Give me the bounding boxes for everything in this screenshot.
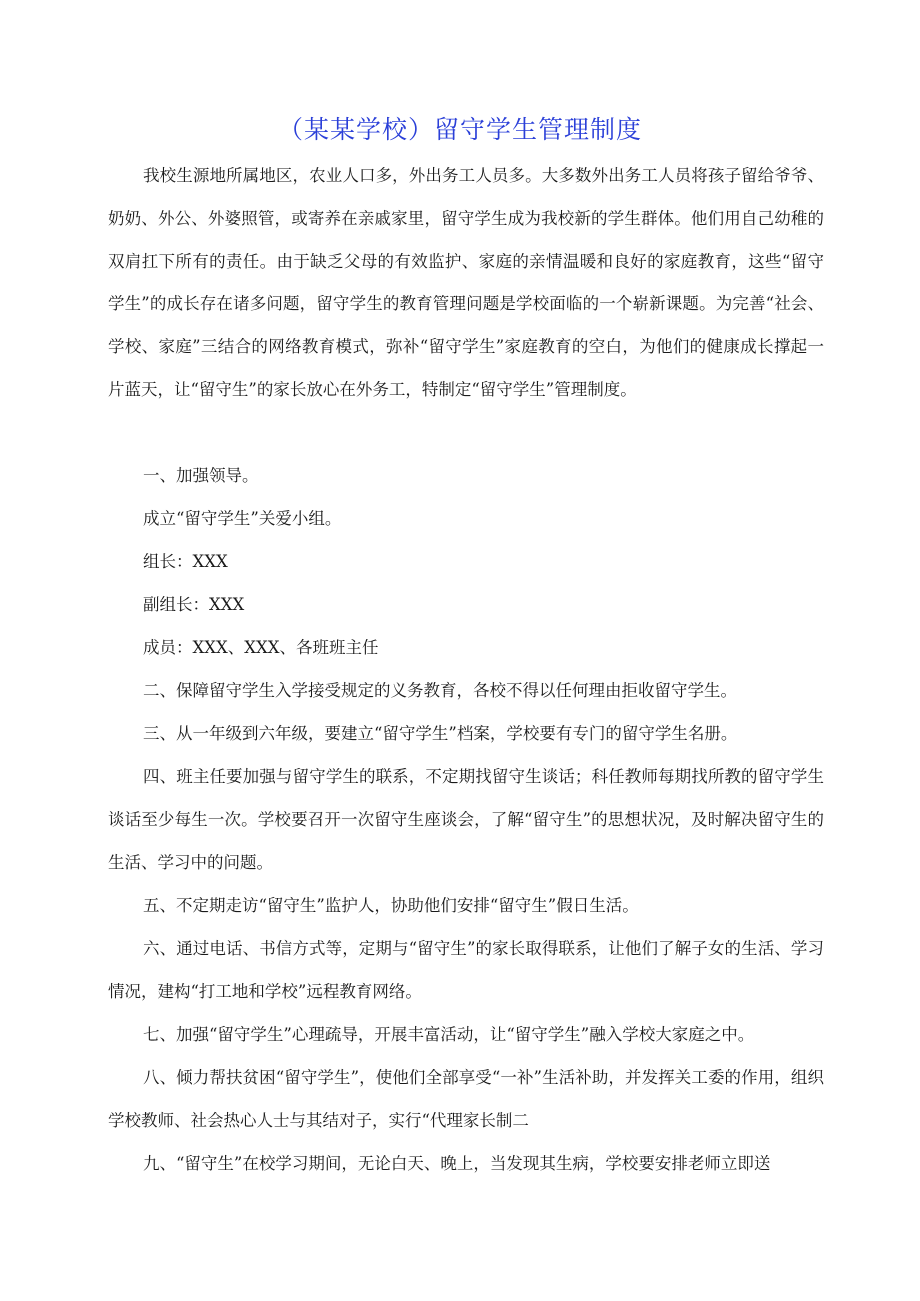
document-title: （某某学校）留守学生管理制度 bbox=[277, 115, 642, 144]
item-3-paragraph: 三、从一年级到六年级，要建立“留守学生”档案，学校要有专门的留守学生名册。 bbox=[143, 724, 738, 743]
item-1-heading: 一、加强领导。 bbox=[143, 466, 259, 485]
item-6-paragraph: 六、通过电话、书信方式等，定期与“留守生”的家长取得联系，让他们了解子女的生活、学习情况，建构“打工地和学校”远程教育网络。 bbox=[108, 939, 824, 1001]
deputy-leader-line: 副组长：XXX bbox=[143, 595, 245, 614]
item-8-paragraph: 八、倾力帮扶贫困“留守学生”，使他们全部享受“一补”生活补助，并发挥关工委的作用，组织学校教师、社会热心人士与其结对子，实行“代理家长制二 bbox=[108, 1068, 824, 1130]
leader-line: 组长：XXX bbox=[143, 552, 228, 571]
members-line: 成员：XXX、XXX、各班班主任 bbox=[143, 638, 379, 657]
item-2-paragraph: 二、保障留守学生入学接受规定的义务教育，各校不得以任何理由拒收留守学生。 bbox=[143, 681, 737, 700]
item-5-paragraph: 五、不定期走访“留守生”监护人，协助他们安排“留守生”假日生活。 bbox=[143, 896, 639, 915]
item-9-paragraph: 九、“留守生”在校学习期间，无论白天、晚上，当发现其生病，学校要安排老师立即送 bbox=[143, 1154, 771, 1173]
item-4-paragraph: 四、班主任要加强与留守学生的联系，不定期找留守生谈话；科任教师每期找所教的留守学生谈话至少每生一次。学校要召开一次留守生座谈会，了解“留守生”的思想状况，及时解决留守生的生活、学习中的问题。 bbox=[108, 767, 824, 872]
intro-paragraph: 我校生源地所属地区，农业人口多，外出务工人员多。大多数外出务工人员将孩子留给爷爷、奶奶、外公、外婆照管，或寄养在亲戚家里，留守学生成为我校新的学生群体。他们用自己幼稚的双肩扛下所有的责任。由于缺乏父母的有效监护、家庭的亲情温暖和良好的家庭教育，这些“留守学生”的成长存在诸多问题，留守学生的教育管理问题是学校面临的一个崭新课题。为完善“社会、学校、家庭”三结合的网络教育模式，弥补“留守学生”家庭教育的空白，为他们的健康成长撑起一片蓝天，让“留守生”的家长放心在外务工，特制定“留守学生”管理制度。 bbox=[108, 166, 824, 399]
group-paragraph: 成立“留守学生”关爱小组。 bbox=[143, 509, 342, 528]
item-7-paragraph: 七、加强“留守学生”心理疏导，开展丰富活动，让“留守学生”融入学校大家庭之中。 bbox=[143, 1025, 755, 1044]
